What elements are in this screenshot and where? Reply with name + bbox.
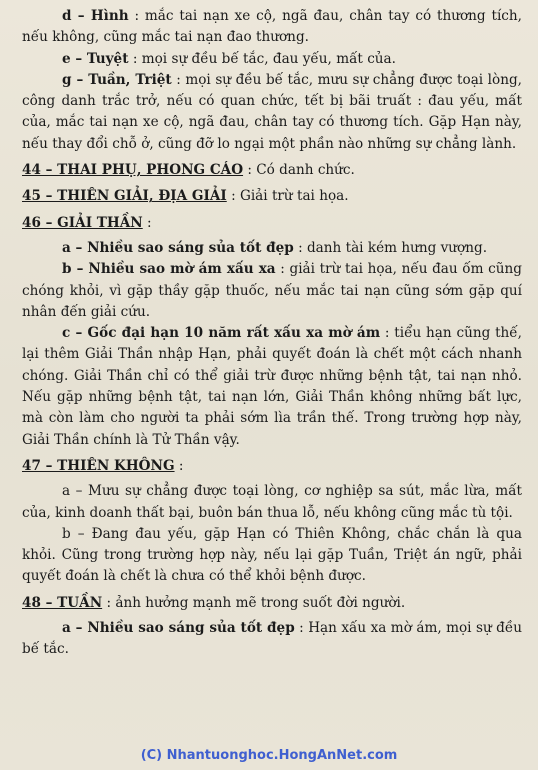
paragraph [22,6,522,49]
paragraph-text: : giải trừ tai họa, nếu đau ốm cũng chóng khỏi, vì gặp thầy gặp thuốc, nếu mắc tai nạn cũng sớm gặp quí nhân đến giải cứu. [22,261,522,320]
section-heading [22,186,522,207]
paragraph [22,259,522,323]
paragraph-text: : [142,214,152,231]
section-heading [22,160,522,181]
paragraph-text: : tiểu hạn cũng thế, lại thêm Giải Thần nhập Hạn, phải quyết đoán là chết một cách nhanh chóng. Giải Thần chỉ có thể giải trừ được những bệnh tật, tai nạn nhỏ. Nếu gặp những bệnh tật, tai nạn lớn, Giải Thần không những bất lực, mà còn làm cho người ta phải sớm lìa trần thế. Trong trường hợp này, Giải Thần chính là Tử Thần vậy. [22,325,522,448]
section-title: 44 – THAI PHỤ, PHONG CÁO [22,162,244,179]
paragraph-text: : ảnh hưởng mạnh mẽ trong suốt đời người. [102,594,406,611]
item-label: e – Tuyệt [62,50,129,67]
paragraph-text: b – Đang đau yếu, gặp Hạn có Thiên Không, chắc chắn là qua khỏi. Cũng trong trường hợp này, nếu lại gặp Tuần, Triệt án ngữ, phải quyết đoán là chết là chưa có thể khỏi bệnh được. [22,525,522,585]
item-label: g – Tuần, Triệt [62,71,172,88]
watermark: (C) Nhantuonghoc.HongAnNet.com [140,747,398,763]
paragraph [22,70,522,155]
paragraph [22,524,522,588]
item-label: a – Nhiều sao sáng sủa tốt đẹp [62,239,294,256]
item-label: c – Gốc đại hạn 10 năm rất xấu xa mờ ám [62,325,381,342]
section-title: 48 – TUẦN [22,594,103,611]
section-heading [22,456,522,477]
paragraph [22,238,522,259]
paragraph-text: : mắc tai nạn xe cộ, ngã đau, chân tay có thương tích, nếu không, cũng mắc tai nạn đao thương. [22,8,522,46]
section-heading [22,593,522,614]
section-title: 47 – THIÊN KHÔNG [22,457,175,474]
paragraph-text: : [174,457,184,474]
page-text [22,6,522,661]
paragraph [22,323,522,451]
item-label: b – Nhiều sao mờ ám xấu xa [62,261,276,278]
item-label: d – Hình [62,8,129,24]
paragraph-text: : mọi sự đều bế tắc, đau yếu, mất của. [128,50,396,67]
paragraph-text: : Giải trừ tai họa. [226,188,349,205]
paragraph-text: : Hạn xấu xa mờ ám, mọi sự đều bế tắc. [22,620,522,658]
item-label: a – Nhiều sao sáng sủa tốt đẹp [62,620,295,637]
paragraph-text: : Có danh chức. [243,162,355,179]
paragraph-text: a – Mưu sự chẳng được toại lòng, cơ nghiệp sa sút, mắc lừa, mất của, kinh doanh thất bại, buôn bán thua lỗ, nếu không cũng mắc tù tội. [22,483,522,521]
paragraph [22,481,522,524]
paragraph [22,49,522,70]
paragraph-text: : mọi sự đều bế tắc, mưu sự chẳng được toại lòng, công danh trắc trở, nếu có quan chức, tết bị bãi truất : đau yếu, mất của, mắc tai nạn xe cộ, ngã đau, chân tay có thương tích. Gặp Hạn này, nếu thay đổi chỗ ở, cũng đỡ lo ngại một phần nào những sự chẳng lành. [22,71,522,152]
paragraph-text: : danh tài kém hưng vượng. [293,239,488,256]
section-heading [22,213,522,234]
section-title: 46 – GIẢI THẦN [22,214,143,231]
paragraph [22,618,522,661]
section-title: 45 – THIÊN GIẢI, ĐỊA GIẢI [22,188,227,205]
